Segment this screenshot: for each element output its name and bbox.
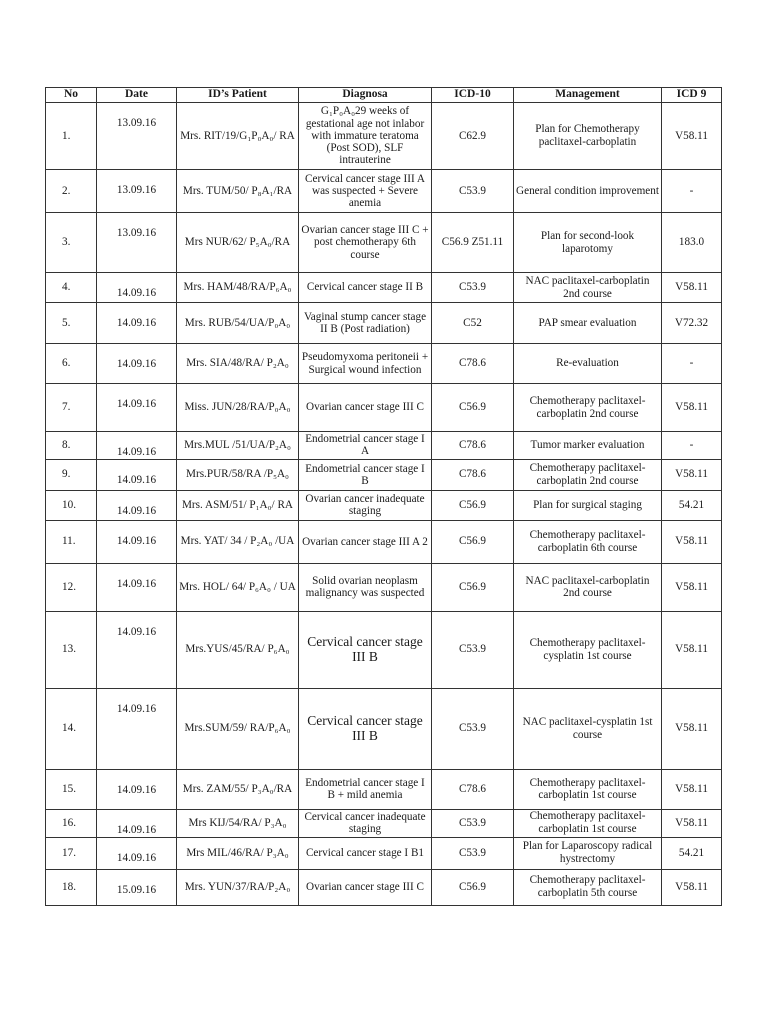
row-patient-id: Mrs. ASM/51/ P₁A₀/ RA [177,490,299,520]
row-icd10: C78.6 [432,459,514,490]
header-icd9: ICD 9 [662,88,722,103]
row-diagnosa: Ovarian cancer stage III C [299,869,432,905]
row-number: 17. [46,837,97,869]
row-date: 14.09.16 [97,809,177,837]
row-diagnosa: Vaginal stump cancer stage II B (Post radiation) [299,303,432,344]
table-row [46,384,722,432]
row-patient-id: Mrs MIL/46/RA/ P₃A₀ [177,837,299,869]
row-patient-id: Mrs. YUN/37/RA/P₂A₀ [177,869,299,905]
row-patient-id: Mrs. RIT/19/G₁P₀A₀/ RA [177,103,299,170]
header-no: No [46,88,97,103]
row-management: Plan for Laparoscopy radical hystrectomy [514,837,662,869]
table-row [46,611,722,688]
row-number: 1. [46,103,97,170]
row-management: Tumor marker evaluation [514,432,662,460]
row-icd10: C56.9 [432,384,514,432]
header-management: Management [514,88,662,103]
row-number: 10. [46,490,97,520]
table-row [46,170,722,213]
table-row [46,459,722,490]
row-icd9: V58.11 [662,769,722,809]
row-icd9: - [662,170,722,213]
row-patient-id: Mrs.SUM/59/ RA/P₆A₀ [177,688,299,769]
row-icd10: C56.9 [432,490,514,520]
row-number: 4. [46,273,97,303]
row-icd10: C78.6 [432,769,514,809]
row-date: 14.09.16 [97,490,177,520]
row-diagnosa: Endometrial cancer stage I A [299,432,432,460]
row-management: Chemotherapy paclitaxel-carboplatin 5th course [514,869,662,905]
row-diagnosa: Cervical cancer stage II B [299,273,432,303]
table-row [46,432,722,460]
table-row [46,769,722,809]
row-diagnosa: Ovarian cancer inadequate staging [299,490,432,520]
row-icd10: C78.6 [432,344,514,384]
row-number: 12. [46,563,97,611]
row-icd10: C62.9 [432,103,514,170]
row-icd10: C53.9 [432,170,514,213]
row-date: 14.09.16 [97,273,177,303]
row-patient-id: Mrs. HOL/ 64/ P₆A₀ / UA [177,563,299,611]
header-row [46,88,722,103]
table-row [46,303,722,344]
row-icd9: 54.21 [662,490,722,520]
row-date: 14.09.16 [97,459,177,490]
row-diagnosa: Cervical cancer stage III B [299,688,432,769]
row-management: NAC paclitaxel-carboplatin 2nd course [514,563,662,611]
row-diagnosa: Ovarian cancer stage III C [299,384,432,432]
row-icd10: C56.9 [432,563,514,611]
row-number: 6. [46,344,97,384]
row-icd10: C53.9 [432,688,514,769]
row-icd9: V58.11 [662,459,722,490]
row-management: General condition improvement [514,170,662,213]
row-date: 15.09.16 [97,869,177,905]
row-management: Chemotherapy paclitaxel-carboplatin 1st course [514,769,662,809]
table-row [46,213,722,273]
row-icd9: V58.11 [662,103,722,170]
row-management: Plan for Chemotherapy paclitaxel-carboplatin [514,103,662,170]
row-management: Re-evaluation [514,344,662,384]
row-diagnosa: Pseudomyxoma peritoneii + Surgical wound infection [299,344,432,384]
row-icd10: C53.9 [432,837,514,869]
row-date: 13.09.16 [97,103,177,170]
row-icd9: V58.11 [662,563,722,611]
row-diagnosa: G₁P₀A₀29 weeks of gestational age not inlabor with immature teratoma (Post SOD), SLF intrauterine [299,103,432,170]
row-date: 14.09.16 [97,344,177,384]
row-diagnosa: Cervical cancer stage III A was suspected + Severe anemia [299,170,432,213]
row-icd10: C53.9 [432,611,514,688]
row-icd9: V58.11 [662,869,722,905]
row-diagnosa: Cervical cancer inadequate staging [299,809,432,837]
table-row [46,809,722,837]
row-date: 14.09.16 [97,837,177,869]
row-icd10: C52 [432,303,514,344]
row-icd9: - [662,344,722,384]
row-icd9: V72.32 [662,303,722,344]
patient-records-table [45,87,722,906]
header-patient-id: ID’s Patient [177,88,299,103]
row-icd10: C53.9 [432,809,514,837]
row-patient-id: Mrs. TUM/50/ P₈A₁/RA [177,170,299,213]
row-number: 16. [46,809,97,837]
row-icd9: - [662,432,722,460]
row-number: 3. [46,213,97,273]
row-icd9: V58.11 [662,688,722,769]
row-date: 14.09.16 [97,520,177,563]
row-number: 5. [46,303,97,344]
row-diagnosa: Ovarian cancer stage III C + post chemotherapy 6th course [299,213,432,273]
row-number: 8. [46,432,97,460]
table-row [46,490,722,520]
row-date: 14.09.16 [97,563,177,611]
row-icd10: C53.9 [432,273,514,303]
row-date: 14.09.16 [97,384,177,432]
row-management: NAC paclitaxel-carboplatin 2nd course [514,273,662,303]
row-number: 11. [46,520,97,563]
row-icd10: C56.9 [432,869,514,905]
row-management: Chemotherapy paclitaxel-carboplatin 6th course [514,520,662,563]
row-patient-id: Mrs KIJ/54/RA/ P₃A₀ [177,809,299,837]
row-icd10: C78.6 [432,432,514,460]
row-diagnosa: Endometrial cancer stage I B [299,459,432,490]
row-date: 13.09.16 [97,213,177,273]
row-patient-id: Mrs. HAM/48/RA/P₆A₀ [177,273,299,303]
row-management: Chemotherapy paclitaxel-carboplatin 2nd course [514,384,662,432]
header-icd10: ICD-10 [432,88,514,103]
row-patient-id: Mrs. ZAM/55/ P₃A₀/RA [177,769,299,809]
row-diagnosa: Cervical cancer stage III B [299,611,432,688]
row-icd9: 183.0 [662,213,722,273]
row-icd9: 54.21 [662,837,722,869]
header-diagnosa: Diagnosa [299,88,432,103]
table-row [46,688,722,769]
row-diagnosa: Ovarian cancer stage III A 2 [299,520,432,563]
row-patient-id: Mrs NUR/62/ P₅A₀/RA [177,213,299,273]
row-date: 13.09.16 [97,170,177,213]
row-icd10: C56.9 Z51.11 [432,213,514,273]
row-date: 14.09.16 [97,769,177,809]
row-icd9: V58.11 [662,611,722,688]
row-patient-id: Mrs.PUR/58/RA /P₅A₀ [177,459,299,490]
row-diagnosa: Endometrial cancer stage I B + mild anemia [299,769,432,809]
row-patient-id: Mrs.MUL /51/UA/P₂A₀ [177,432,299,460]
row-management: Chemotherapy paclitaxel-cysplatin 1st course [514,611,662,688]
table-row [46,869,722,905]
row-icd10: C56.9 [432,520,514,563]
row-icd9: V58.11 [662,384,722,432]
row-patient-id: Mrs. SIA/48/RA/ P₂A₀ [177,344,299,384]
row-date: 14.09.16 [97,303,177,344]
row-number: 15. [46,769,97,809]
header-date: Date [97,88,177,103]
row-number: 13. [46,611,97,688]
row-number: 7. [46,384,97,432]
row-number: 9. [46,459,97,490]
table-row [46,520,722,563]
row-number: 2. [46,170,97,213]
row-icd9: V58.11 [662,809,722,837]
row-management: PAP smear evaluation [514,303,662,344]
table-row [46,273,722,303]
row-patient-id: Mrs.YUS/45/RA/ P₆A₀ [177,611,299,688]
row-date: 14.09.16 [97,432,177,460]
table-row [46,103,722,170]
row-management: Plan for second-look laparotomy [514,213,662,273]
row-date: 14.09.16 [97,688,177,769]
row-patient-id: Mrs. RUB/54/UA/P₀A₀ [177,303,299,344]
row-diagnosa: Cervical cancer stage I B1 [299,837,432,869]
table-row [46,563,722,611]
row-patient-id: Mrs. YAT/ 34 / P₂A₀ /UA [177,520,299,563]
row-number: 18. [46,869,97,905]
row-management: Chemotherapy paclitaxel-carboplatin 2nd course [514,459,662,490]
row-date: 14.09.16 [97,611,177,688]
row-icd9: V58.11 [662,520,722,563]
row-management: Plan for surgical staging [514,490,662,520]
row-patient-id: Miss. JUN/28/RA/P₀A₀ [177,384,299,432]
table-row [46,837,722,869]
row-number: 14. [46,688,97,769]
row-diagnosa: Solid ovarian neoplasm malignancy was suspected [299,563,432,611]
table-row [46,344,722,384]
row-icd9: V58.11 [662,273,722,303]
row-management: Chemotherapy paclitaxel-carboplatin 1st course [514,809,662,837]
row-management: NAC paclitaxel-cysplatin 1st course [514,688,662,769]
